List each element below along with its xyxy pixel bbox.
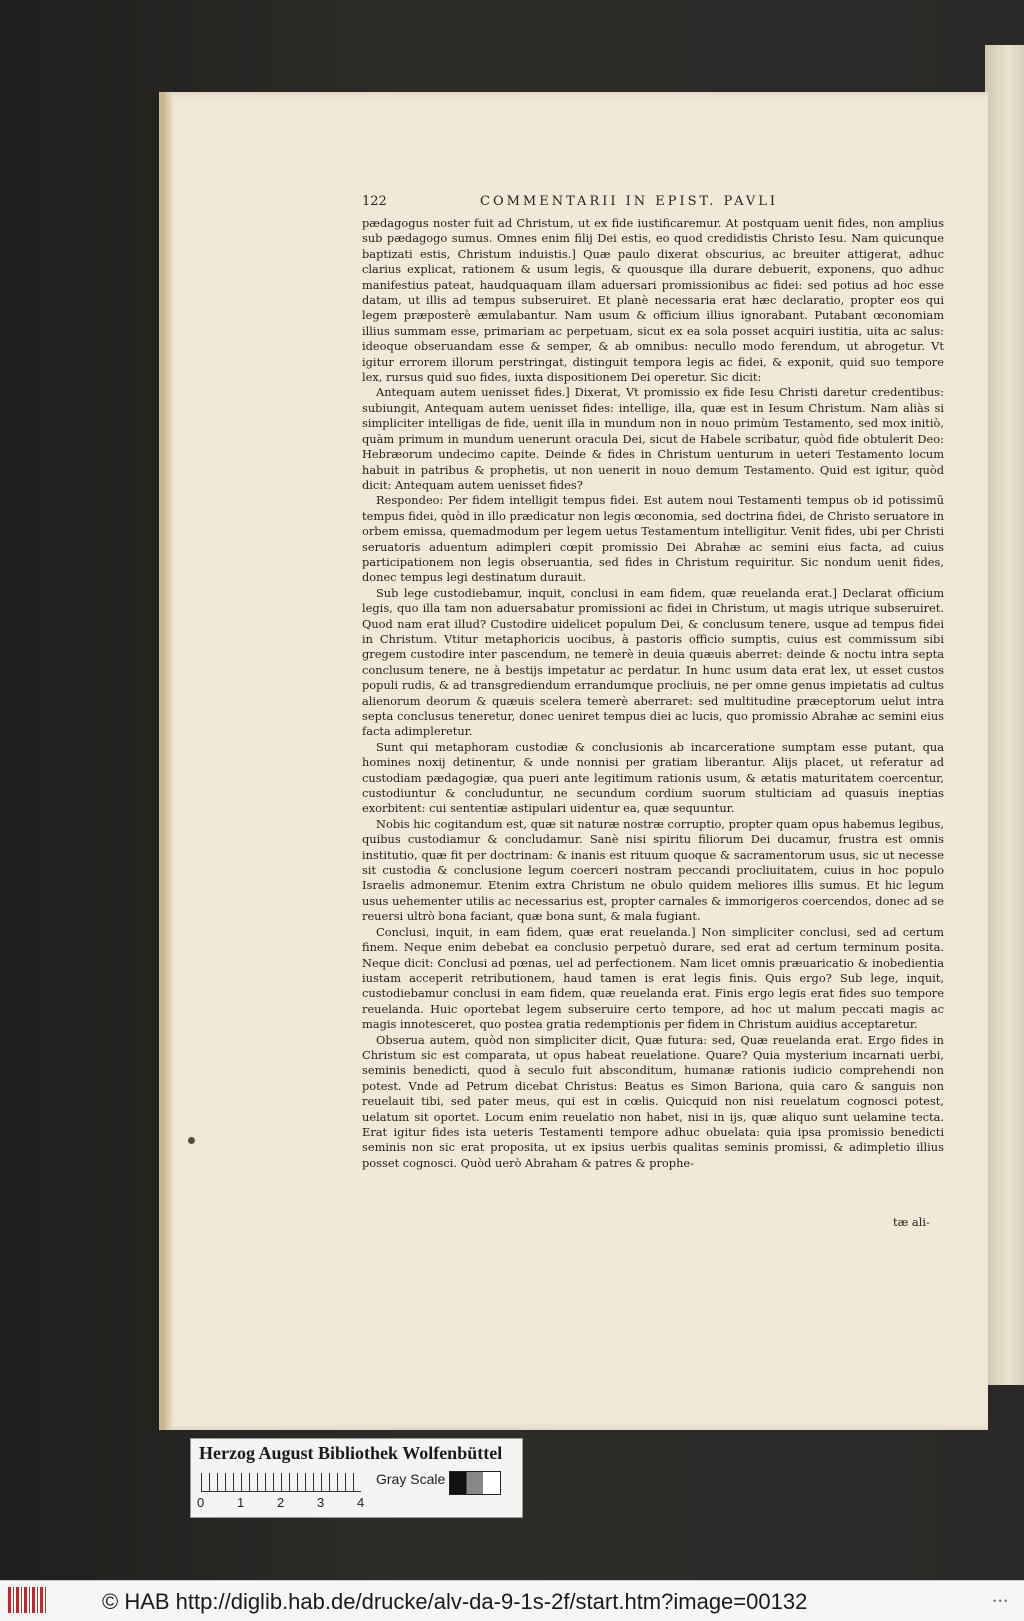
running-head: [362, 194, 948, 212]
paragraph: Conclusi, inquit, in eam fidem, quæ erat reuelanda.] Non simpliciter conclusi, sed ad certum finem. Neque enim debebat ea conclusio perpetuò durare, sed erat ad certum terminum posita. Neque dicit: Conclusi ad pœnas, uel ad perfectionem. Nam licet omnis præuaricatio & inobedientia iustam acceperit retributionem, haud tamen is erat legis finis. Quis ergo? Sub lege, inquit, custodiebamur conclusi in eam fidem, quæ reuelanda erat. Finis ergo legis erat fides suo tempore reuelanda. Huic oportebat legem subseruire certo tempore, ad hoc ut malum peccati magis ac magis innotesceret, quo postea gratia redemptionis per fidem in Christum auidius acceptaretur.: [362, 924, 944, 1032]
library-name: Herzog August Bibliothek Wolfenbüttel: [199, 1443, 503, 1463]
ruler-number: 2: [277, 1495, 285, 1510]
ruler-number: 0: [197, 1495, 205, 1510]
paragraph: Sub lege custodiebamur, inquit, conclusi in eam fidem, quæ reuelanda erat.] Declarat officium legis, quo illa tam non aduersabatur promissioni ac fidei in Christum, ut magis utrique subseruiret. Quod nam erat illud? Custodire uidelicet populum Dei, & conclusum tenere, usque ad tempus fidei in Christum. Vtitur metaphoricis uocibus, à pastoris officio sumptis, cuius est commissum sibi gregem custodire inter pascendum, ne temerè in deuia quæuis aberret: deinde & noctu intra septa conclusum tenere, ne à bestijs impetatur ac perdatur. In hunc usum data erat lex, ut esset custos populi rudis, & ad transgrediendum errandumque procliuis, ne per omne genus impietatis ad cultus alienorum deorum & quæuis scelera temerè aberraret: sed multitudine præceptorum uelut intra septa conclusus teneretur, donec ueniret tempus diei ac lucis, quo promissio Abrahæ ac semini eius facta adimpleretur.: [362, 585, 944, 739]
footer-bar: [0, 1580, 1024, 1621]
page-number: 122: [362, 194, 387, 209]
gray-scale-label: Gray Scale: [376, 1471, 446, 1487]
page-gutter: [162, 92, 172, 1430]
barcode-icon: [8, 1587, 46, 1613]
color-scale-card: [190, 1438, 523, 1518]
ruler-number: 1: [237, 1495, 245, 1510]
paragraph: Antequam autem uenisset fides.] Dixerat, Vt promissio ex fide Iesu Christi daretur credentibus: subiungit, Antequam autem uenisset fides: intellige, illa, quæ est in Iesum Christum. Nam aliàs si simpliciter intelligas de fide, uenit illa in mundum non in nouo primùm Testamento, sed mox initiò, quàm primum in mundum uenerunt oracula Dei, sicut de Habele scribatur, quòd fide obtulerit Deo: Hebræorum undecimo capite. Deinde & fides in Christum uenturum in ueteri Testamento locum habuit in patribus & prophetis, ut non uenerit in nouo demum Testamento. Quid est igitur, quòd dicit: Antequam autem uenisset fides?: [362, 385, 944, 492]
footer-dots: • • •: [993, 1596, 1008, 1606]
paragraph: Respondeo: Per fidem intelligit tempus fidei. Est autem noui Testamenti tempus ob id potissimū tempus fidei, quòd in illo prædicatur non legis œconomia, sed doctrina fidei, de Christo seruatore in orbem emissa, quemadmodum per legem uetus Testamentum intelligitur. Venit fides, ubi per Christi seruatoris aduentum adimpleri cœpit promissio Dei Abrahæ ac semini eius facta, ad cuius participationem non legis obseruantia, sed fides in Christum requiritur. Sic nondum uenit fides, donec tempus legi destinatum durauit.: [362, 493, 944, 585]
body-text: [362, 216, 944, 1171]
catchword: tæ ali-: [893, 1215, 930, 1229]
ruler: [201, 1473, 361, 1492]
source-url[interactable]: © HAB http://diglib.hab.de/drucke/alv-da-9-1s-2f/start.htm?image=00132: [102, 1589, 808, 1614]
paragraph: Sunt qui metaphoram custodiæ & conclusionis ab incarceratione sumptam esse putant, qua homines noxij detinentur, & unde nonnisi per gratiam liberantur. Alijs placet, ut referatur ad custodiam pædagogiæ, qua pueri ante legitimum rationis usum, & ætatis maturitatem coercentur, custodiuntur & concluduntur, ne secundum cordium suorum stulticiam ad quasuis ineptias exorbitent: cui sententiæ astipulari uidentur ea, quæ sequuntur.: [362, 739, 944, 816]
paragraph: pædagogus noster fuit ad Christum, ut ex fide iustificaremur. At postquam uenit fides, non amplius sub pædagogo sumus. Omnes enim filij Dei estis, eo quod credidistis Christo Iesu. Nam quicunque baptizati estis, Christum induistis.] Quæ paulo dixerat obscurius, ac breuiter attigerat, adhuc clarius explicat, rationem & usum legis, & quousque illa durare debuerit, exponens, quo adhuc manifestius pateat, haudquaquam illam aduersari promissionibus ac fidei: sed potius ad hoc esse datam, ut illis ad tempus subseruiret. Et planè necessaria erat hæc declaratio, propter eos qui legem præposterè æmulabantur. Nam usum & officium illius ignorabant. Putabant œconomiam illius summam esse, primariam ac perpetuam, sicut ex ea sola posset acquiri iustitia, uita ac salus: ideoque obseruandam esse & semper, & ab omnibus: necullo modo ferendum, ut abrogetur. Vt igitur errorem illorum perstringat, distinguit tempora legis ac fidei, & exponit, quid suo tempore lex, rursus quid suo fides, iuxta dispositionem Dei operetur. Sic dicit:: [362, 216, 944, 385]
paragraph: Obserua autem, quòd non simpliciter dicit, Quæ futura: sed, Quæ reuelanda erat. Ergo fides in Christum sic est comparata, ut opus habeat reuelatione. Quare? Quia mysterium incarnati uerbi, seminis benedicti, quod à seculo fuit absconditum, humanæ rationis iudicio comprehendi non potest. Vnde ad Petrum dicebat Christus: Beatus es Simon Bariona, quia caro & sanguis non reuelauit tibi, sed pater meus, qui est in cœlis. Quicquid non nisi reuelatum cognosci potest, uelatum sit oportet. Locum enim reuelatio non habet, nisi in ijs, quæ aliquo sunt uelamine tecta. Erat igitur fides ista ueteris Testamenti tempore adhuc obuelata: quia ipsa promissio benedicti seminis non sic erat proposita, ut ex ipsius uerbis qualitas seminis promissi, & adimpletio illius posset cognosci. Quòd uerò Abraham & patres & prophe-: [362, 1032, 944, 1170]
facing-page-edge: [985, 45, 1024, 1385]
ruler-numbers: [197, 1495, 377, 1511]
ruler-number: 3: [317, 1495, 325, 1510]
ink-spot: [188, 1137, 195, 1144]
running-title: COMMENTARII IN EPIST. PAVLI: [480, 194, 779, 209]
paragraph: Nobis hic cogitandum est, quæ sit naturæ nostræ corruptio, propter quam opus habemus legibus, quibus custodiamur & concludamur. Sanè nisi spiritu filiorum Dei ducamur, frustra est omnis institutio, quæ fit per doctrinam: & inanis est rituum quoque & sacramentorum usus, sic ut necesse sit custodia & conclusione legum coerceri nostram peccandi procliuitatem, cuius in hoc populo Israelis admonemur. Etenim extra Christum ne obulo quidem meliores illis sumus. Et hic legum usus uehementer utilis ac necessarius est, propter carnales & immorigeros coercendos, donec ad se reuersi ultrò bona faciant, quæ bona sunt, & mala fugiant.: [362, 816, 944, 924]
ruler-number: 4: [357, 1495, 365, 1510]
gray-scale-swatch: [449, 1471, 501, 1495]
